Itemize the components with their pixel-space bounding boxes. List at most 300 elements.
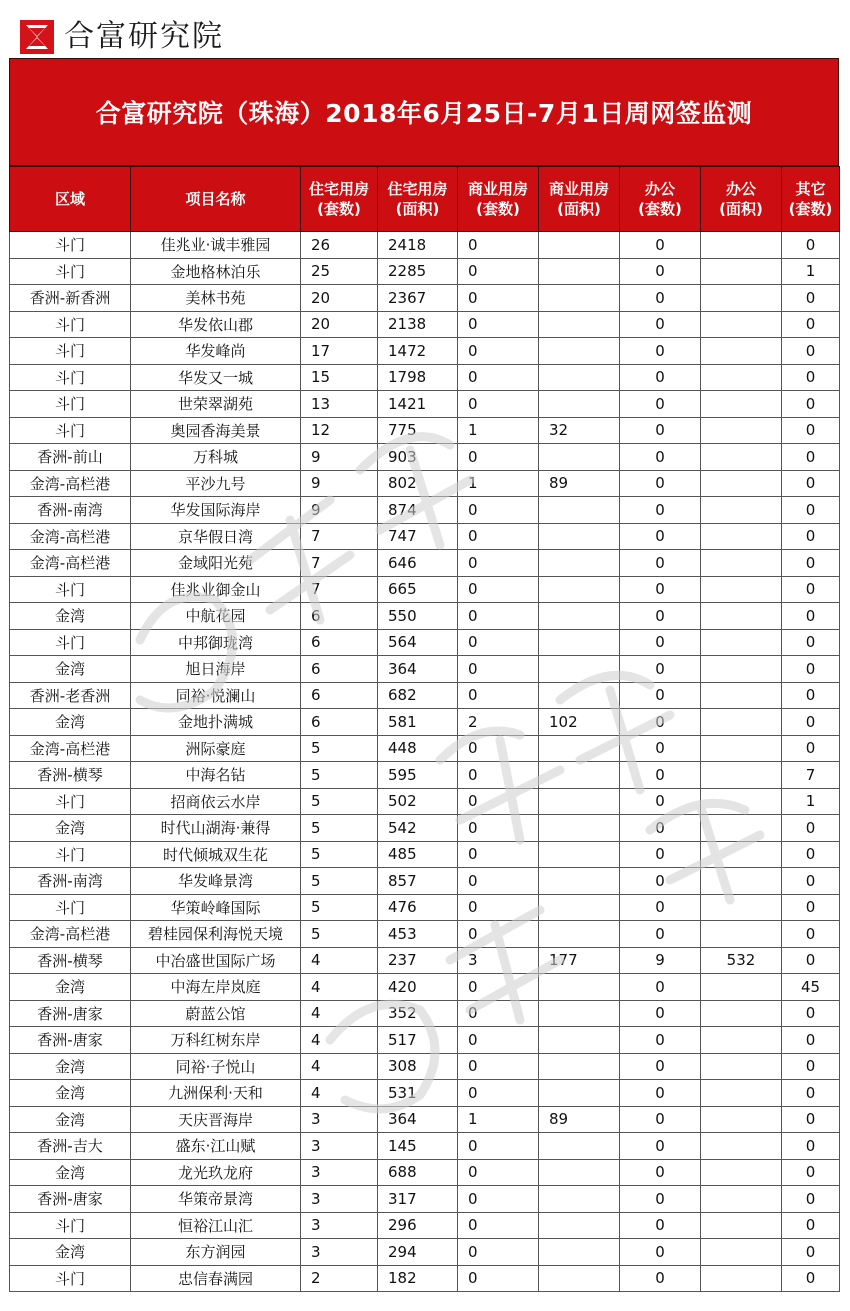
cell-res-area: 453 [378,921,458,948]
cell-office-units: 0 [620,258,701,285]
cell-com-area [539,364,620,391]
col-header-office-area: 办公 (面积) [701,167,782,232]
cell-res-area: 646 [378,550,458,577]
cell-office-units: 0 [620,709,701,736]
cell-com-area [539,788,620,815]
cell-res-units: 6 [301,682,378,709]
cell-com-area [539,444,620,471]
cell-area: 金湾 [10,603,131,630]
cell-res-units: 3 [301,1239,378,1266]
cell-com-area: 177 [539,947,620,974]
cell-res-area: 874 [378,497,458,524]
cell-com-area [539,1000,620,1027]
cell-com-area [539,1080,620,1107]
cell-other-units: 1 [782,258,840,285]
cell-project: 盛东·江山赋 [131,1133,301,1160]
cell-other-units: 45 [782,974,840,1001]
cell-res-units: 20 [301,311,378,338]
cell-project: 金地格林泊乐 [131,258,301,285]
cell-office-area [701,258,782,285]
cell-res-area: 747 [378,523,458,550]
cell-area: 香洲-南湾 [10,497,131,524]
cell-res-area: 857 [378,868,458,895]
sales-table [9,166,840,1292]
cell-other-units: 0 [782,815,840,842]
cell-project: 洲际豪庭 [131,735,301,762]
cell-com-area [539,1239,620,1266]
cell-res-units: 3 [301,1212,378,1239]
report-sheet [9,58,839,1292]
cell-office-units: 0 [620,735,701,762]
cell-res-units: 4 [301,947,378,974]
cell-project: 京华假日湾 [131,523,301,550]
cell-area: 金湾 [10,1053,131,1080]
cell-com-units: 0 [458,550,539,577]
cell-other-units: 0 [782,1027,840,1054]
cell-office-area [701,841,782,868]
cell-com-units: 0 [458,841,539,868]
cell-office-area [701,656,782,683]
cell-project: 忠信春满园 [131,1265,301,1292]
cell-area: 斗门 [10,391,131,418]
report-title: 合富研究院（珠海）2018年6月25日-7月1日周网签监测 [95,99,753,128]
cell-com-area [539,1133,620,1160]
cell-com-area [539,762,620,789]
cell-office-area [701,1133,782,1160]
cell-res-area: 595 [378,762,458,789]
cell-com-units: 0 [458,1027,539,1054]
cell-com-area [539,868,620,895]
cell-office-units: 0 [620,444,701,471]
cell-com-area [539,232,620,259]
cell-other-units: 0 [782,417,840,444]
cell-res-area: 364 [378,656,458,683]
cell-area: 金湾 [10,1159,131,1186]
cell-office-units: 0 [620,1159,701,1186]
cell-project: 金地扑满城 [131,709,301,736]
cell-com-area [539,974,620,1001]
cell-office-units: 0 [620,1239,701,1266]
cell-project: 中邦御珑湾 [131,629,301,656]
cell-res-area: 665 [378,576,458,603]
cell-res-area: 237 [378,947,458,974]
cell-office-area [701,1080,782,1107]
cell-com-area [539,921,620,948]
col-header-com-units: 商业用房 (套数) [458,167,539,232]
cell-area: 斗门 [10,364,131,391]
cell-project: 华发峰景湾 [131,868,301,895]
cell-com-area: 89 [539,1106,620,1133]
cell-other-units: 0 [782,1133,840,1160]
cell-com-area [539,735,620,762]
cell-res-area: 485 [378,841,458,868]
cell-area: 金湾-高栏港 [10,523,131,550]
cell-area: 斗门 [10,788,131,815]
cell-office-units: 0 [620,576,701,603]
cell-project: 恒裕江山汇 [131,1212,301,1239]
cell-office-area [701,576,782,603]
cell-com-units: 3 [458,947,539,974]
cell-res-units: 20 [301,285,378,312]
cell-com-units: 1 [458,470,539,497]
col-header-res-units: 住宅用房 (套数) [301,167,378,232]
cell-area: 金湾 [10,709,131,736]
cell-com-area [539,523,620,550]
cell-other-units: 7 [782,762,840,789]
cell-project: 东方润园 [131,1239,301,1266]
table-row [10,947,840,974]
cell-com-area: 89 [539,470,620,497]
table-row [10,1212,840,1239]
cell-area: 香洲-老香洲 [10,682,131,709]
cell-other-units: 0 [782,947,840,974]
cell-office-area [701,1239,782,1266]
cell-office-units: 0 [620,815,701,842]
cell-com-area [539,841,620,868]
cell-office-units: 0 [620,1053,701,1080]
cell-other-units: 0 [782,1265,840,1292]
cell-com-units: 0 [458,735,539,762]
cell-office-units: 0 [620,232,701,259]
cell-com-area [539,682,620,709]
table-row [10,603,840,630]
cell-res-units: 6 [301,629,378,656]
cell-res-units: 6 [301,603,378,630]
table-row [10,709,840,736]
table-row [10,921,840,948]
cell-area: 金湾 [10,1080,131,1107]
cell-res-area: 317 [378,1186,458,1213]
cell-area: 金湾 [10,815,131,842]
cell-com-area [539,894,620,921]
cell-other-units: 0 [782,921,840,948]
table-row [10,762,840,789]
cell-office-area [701,921,782,948]
table-row [10,894,840,921]
cell-com-units: 0 [458,603,539,630]
cell-area: 香洲-吉大 [10,1133,131,1160]
cell-com-units: 0 [458,682,539,709]
cell-other-units: 0 [782,1239,840,1266]
cell-area: 香洲-前山 [10,444,131,471]
cell-project: 美林书苑 [131,285,301,312]
table-row [10,1159,840,1186]
red-diamond-logo-icon [20,20,54,54]
cell-office-area [701,629,782,656]
table-row [10,550,840,577]
cell-other-units: 0 [782,497,840,524]
table-row [10,682,840,709]
table-row [10,1186,840,1213]
table-row [10,1106,840,1133]
cell-res-area: 564 [378,629,458,656]
cell-res-area: 682 [378,682,458,709]
table-body [10,232,840,1292]
cell-office-units: 0 [620,285,701,312]
cell-office-area: 532 [701,947,782,974]
cell-office-area [701,523,782,550]
cell-project: 中冶盛世国际广场 [131,947,301,974]
cell-other-units: 0 [782,576,840,603]
cell-com-area [539,576,620,603]
table-row [10,232,840,259]
cell-res-units: 3 [301,1133,378,1160]
cell-office-units: 0 [620,1212,701,1239]
cell-other-units: 0 [782,285,840,312]
cell-office-area [701,868,782,895]
cell-com-units: 0 [458,364,539,391]
cell-res-area: 476 [378,894,458,921]
cell-area: 斗门 [10,1212,131,1239]
cell-res-units: 5 [301,841,378,868]
cell-project: 时代山湖海·兼得 [131,815,301,842]
cell-office-area [701,311,782,338]
cell-other-units: 0 [782,682,840,709]
cell-project: 华策帝景湾 [131,1186,301,1213]
cell-res-units: 9 [301,470,378,497]
cell-area: 香洲-横琴 [10,947,131,974]
cell-office-units: 0 [620,470,701,497]
cell-office-units: 0 [620,1000,701,1027]
cell-area: 斗门 [10,894,131,921]
table-row [10,523,840,550]
cell-res-units: 7 [301,576,378,603]
cell-office-units: 0 [620,894,701,921]
cell-com-units: 0 [458,232,539,259]
cell-project: 华发又一城 [131,364,301,391]
cell-com-units: 0 [458,868,539,895]
cell-com-area [539,497,620,524]
cell-office-area [701,709,782,736]
cell-area: 金湾-高栏港 [10,921,131,948]
cell-res-units: 6 [301,656,378,683]
table-row [10,868,840,895]
cell-res-area: 802 [378,470,458,497]
cell-other-units: 0 [782,1212,840,1239]
cell-area: 香洲-唐家 [10,1186,131,1213]
cell-office-units: 0 [620,841,701,868]
cell-office-units: 0 [620,868,701,895]
cell-office-area [701,338,782,365]
cell-com-area [539,258,620,285]
cell-office-area [701,1053,782,1080]
cell-res-units: 2 [301,1265,378,1292]
cell-project: 佳兆业御金山 [131,576,301,603]
cell-office-units: 0 [620,497,701,524]
cell-res-area: 448 [378,735,458,762]
cell-other-units: 0 [782,550,840,577]
cell-office-area [701,444,782,471]
cell-com-units: 0 [458,1080,539,1107]
cell-res-area: 550 [378,603,458,630]
table-row [10,444,840,471]
cell-area: 金湾 [10,1106,131,1133]
cell-other-units: 0 [782,391,840,418]
cell-other-units: 0 [782,232,840,259]
cell-res-units: 5 [301,815,378,842]
cell-res-area: 2367 [378,285,458,312]
cell-area: 香洲-唐家 [10,1027,131,1054]
cell-res-units: 5 [301,894,378,921]
table-row [10,470,840,497]
cell-com-area [539,1265,620,1292]
cell-com-area [539,550,620,577]
cell-area: 金湾 [10,656,131,683]
cell-office-area [701,894,782,921]
col-header-office-units: 办公 (套数) [620,167,701,232]
cell-com-units: 0 [458,576,539,603]
table-row [10,1000,840,1027]
cell-office-units: 0 [620,762,701,789]
cell-other-units: 0 [782,629,840,656]
cell-other-units: 0 [782,841,840,868]
table-row [10,576,840,603]
cell-office-area [701,1265,782,1292]
cell-com-area [539,1212,620,1239]
cell-office-units: 0 [620,656,701,683]
cell-other-units: 0 [782,656,840,683]
cell-area: 斗门 [10,576,131,603]
cell-area: 斗门 [10,629,131,656]
cell-other-units: 0 [782,735,840,762]
cell-office-area [701,1212,782,1239]
cell-res-units: 5 [301,735,378,762]
cell-com-units: 0 [458,1212,539,1239]
cell-area: 斗门 [10,232,131,259]
cell-com-units: 0 [458,391,539,418]
cell-office-units: 0 [620,1027,701,1054]
cell-office-units: 0 [620,550,701,577]
cell-project: 同裕·悦澜山 [131,682,301,709]
col-header-project: 项目名称 [131,167,301,232]
cell-office-units: 9 [620,947,701,974]
cell-project: 中航花园 [131,603,301,630]
cell-com-units: 0 [458,1133,539,1160]
cell-project: 万科红树东岸 [131,1027,301,1054]
cell-com-units: 0 [458,762,539,789]
cell-project: 天庆晋海岸 [131,1106,301,1133]
cell-office-area [701,1159,782,1186]
cell-res-area: 2138 [378,311,458,338]
cell-res-units: 5 [301,921,378,948]
cell-res-area: 1798 [378,364,458,391]
cell-com-units: 1 [458,1106,539,1133]
cell-res-area: 352 [378,1000,458,1027]
col-header-com-area: 商业用房 (面积) [539,167,620,232]
cell-res-units: 3 [301,1106,378,1133]
cell-res-area: 2285 [378,258,458,285]
col-header-res-area: 住宅用房 (面积) [378,167,458,232]
cell-area: 斗门 [10,417,131,444]
table-row [10,629,840,656]
table-row [10,338,840,365]
cell-project: 碧桂园保利海悦天境 [131,921,301,948]
cell-other-units: 0 [782,603,840,630]
table-row [10,258,840,285]
cell-office-area [701,815,782,842]
cell-com-area [539,1053,620,1080]
cell-other-units: 0 [782,1080,840,1107]
cell-area: 金湾-高栏港 [10,550,131,577]
cell-res-area: 308 [378,1053,458,1080]
report-title-bar [9,58,839,166]
table-row [10,735,840,762]
cell-office-area [701,788,782,815]
cell-area: 斗门 [10,841,131,868]
cell-res-area: 420 [378,974,458,1001]
cell-com-area: 102 [539,709,620,736]
cell-office-area [701,232,782,259]
cell-area: 斗门 [10,1265,131,1292]
cell-project: 时代倾城双生花 [131,841,301,868]
cell-res-units: 7 [301,550,378,577]
cell-res-area: 502 [378,788,458,815]
cell-com-units: 0 [458,1053,539,1080]
cell-project: 世荣翠湖苑 [131,391,301,418]
cell-res-units: 4 [301,1080,378,1107]
cell-com-area [539,629,620,656]
cell-com-area: 32 [539,417,620,444]
cell-com-area [539,815,620,842]
cell-office-units: 0 [620,417,701,444]
cell-other-units: 0 [782,709,840,736]
cell-office-area [701,550,782,577]
cell-area: 金湾 [10,974,131,1001]
cell-office-units: 0 [620,1133,701,1160]
cell-office-units: 0 [620,391,701,418]
cell-other-units: 0 [782,470,840,497]
table-row [10,1239,840,1266]
cell-project: 奥园香海美景 [131,417,301,444]
cell-res-area: 364 [378,1106,458,1133]
table-row [10,788,840,815]
cell-office-units: 0 [620,1186,701,1213]
cell-project: 华发峰尚 [131,338,301,365]
cell-com-units: 0 [458,894,539,921]
cell-res-units: 4 [301,974,378,1001]
cell-project: 九洲保利·天和 [131,1080,301,1107]
cell-res-area: 1472 [378,338,458,365]
cell-com-area [539,391,620,418]
cell-res-units: 4 [301,1027,378,1054]
table-row [10,364,840,391]
cell-area: 斗门 [10,258,131,285]
cell-res-units: 6 [301,709,378,736]
cell-other-units: 0 [782,444,840,471]
cell-other-units: 0 [782,1159,840,1186]
cell-com-units: 0 [458,497,539,524]
cell-com-area [539,311,620,338]
cell-com-units: 0 [458,258,539,285]
cell-office-units: 0 [620,1265,701,1292]
cell-office-area [701,285,782,312]
cell-office-units: 0 [620,788,701,815]
cell-com-area [539,285,620,312]
cell-area: 金湾 [10,1239,131,1266]
cell-office-units: 0 [620,603,701,630]
cell-com-units: 0 [458,1265,539,1292]
cell-com-units: 0 [458,629,539,656]
cell-project: 龙光玖龙府 [131,1159,301,1186]
table-row [10,1080,840,1107]
cell-office-area [701,391,782,418]
cell-project: 蔚蓝公馆 [131,1000,301,1027]
cell-office-units: 0 [620,311,701,338]
cell-com-units: 0 [458,285,539,312]
cell-project: 华发依山郡 [131,311,301,338]
cell-project: 华发国际海岸 [131,497,301,524]
cell-com-units: 0 [458,788,539,815]
